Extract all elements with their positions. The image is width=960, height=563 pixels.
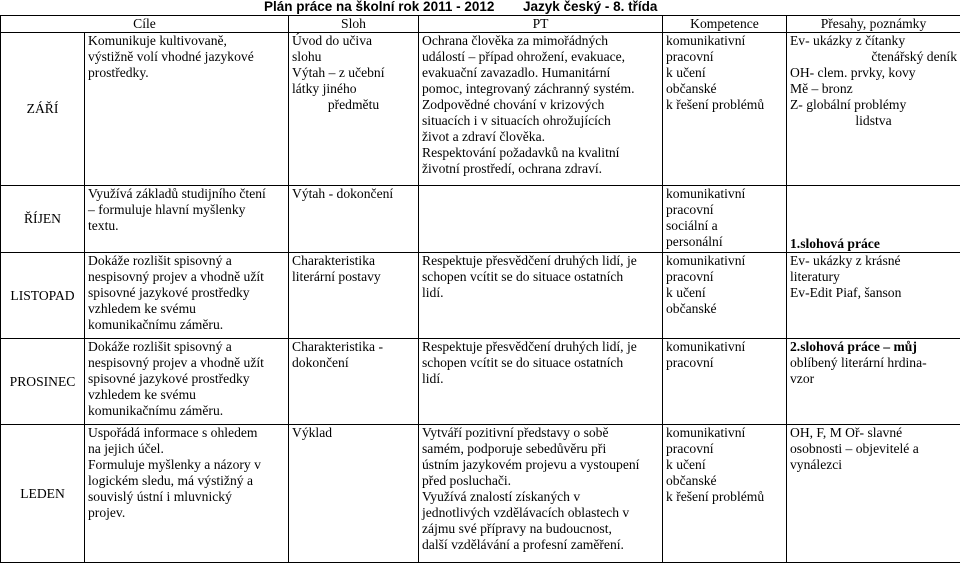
presahy-cell: 2.slohová práce – můj oblíbený literární hrdina- vzor: [787, 339, 960, 425]
kompetence-cell: komunikativní pracovní k učení občanské k řešení problémů: [663, 425, 787, 563]
month-cell: PROSINEC: [1, 339, 85, 425]
col-header-pt: PT: [419, 16, 663, 33]
col-header-kompetence: Kompetence: [663, 16, 787, 33]
document-header: [0, 0, 960, 15]
presahy-cell: 1.slohová práce: [787, 186, 960, 253]
sloh-cell: Výklad: [289, 425, 419, 563]
month-cell: ZÁŘÍ: [1, 33, 85, 186]
pt-cell: Respektuje přesvědčení druhých lidí, je schopen vcítit se do situace ostatních lidí.: [419, 339, 663, 425]
table-row: [1, 186, 960, 253]
pt-cell: Ochrana člověka za mimořádných událostí – případ ohrožení, evakuace, evakuační zavazadlo. Humanitární pomoc, integrovaný záchranný systém. Zodpovědné chování v krizových situacích i v situacích ohrožujících život a zdraví člověka. Respektování požadavků na kvalitní životní prostředí, ochrana zdraví.: [419, 33, 663, 186]
table-row: [1, 425, 960, 563]
sloh-cell: Výtah - dokončení: [289, 186, 419, 253]
cile-cell: Komunikuje kultivovaně, výstižně volí vhodné jazykové prostředky.: [85, 33, 289, 186]
plan-table: [0, 15, 960, 563]
presahy-cell: Ev- ukázky z čítanky čtenářský deník OH- clem. prvky, kovy Mě – bronz Z- globální problémy lidstva: [787, 33, 960, 186]
cile-cell: Dokáže rozlišit spisovný a nespisovný projev a vhodně užít spisovné jazykové prostředky vzhledem ke svému komunikačnímu záměru.: [85, 253, 289, 339]
presahy-cell: OH, F, M Oř- slavné osobnosti – objevitelé a vynálezci: [787, 425, 960, 563]
pt-cell: Vytváří pozitivní představy o sobě samém, podporuje sebedůvěru při ústním jazykovém projevu a vystoupení před posluchači. Využívá znalostí získaných v jednotlivých vzdělávacích oblastech v zájmu své přípravy na budoucnost, další vzdělávání a profesní zaměření.: [419, 425, 663, 563]
kompetence-cell: komunikativní pracovní k učení občanské: [663, 253, 787, 339]
col-header-presahy: Přesahy, poznámky: [787, 16, 960, 33]
kompetence-cell: komunikativní pracovní: [663, 339, 787, 425]
month-cell: ŘÍJEN: [1, 186, 85, 253]
month-cell: LEDEN: [1, 425, 85, 563]
sloh-cell: Charakteristika - dokončení: [289, 339, 419, 425]
column-header-row: [1, 16, 960, 33]
table-row: [1, 33, 960, 186]
pt-cell: Respektuje přesvědčení druhých lidí, je schopen vcítit se do situace ostatních lidí.: [419, 253, 663, 339]
col-header-sloh: Sloh: [289, 16, 419, 33]
presahy-cell: Ev- ukázky z krásné literatury Ev-Edit Piaf, šanson: [787, 253, 960, 339]
table-row: [1, 339, 960, 425]
kompetence-cell: komunikativní pracovní k učení občanské k řešení problémů: [663, 33, 787, 186]
sloh-cell: Charakteristika literární postavy: [289, 253, 419, 339]
cile-cell: Dokáže rozlišit spisovný a nespisovný projev a vhodně užít spisovné jazykové prostředky vzhledem ke svému komunikačnímu záměru.: [85, 339, 289, 425]
cile-cell: Využívá základů studijního čtení – formuluje hlavní myšlenky textu.: [85, 186, 289, 253]
col-header-cile: Cíle: [1, 16, 289, 33]
cile-cell: Uspořádá informace s ohledem na jejich účel. Formuluje myšlenky a názory v logickém sledu, má výstižný a souvislý ústní i mluvnický projev.: [85, 425, 289, 563]
document-subject: Jazyk český - 8. třída: [523, 0, 657, 14]
kompetence-cell: komunikativní pracovní sociální a personální: [663, 186, 787, 253]
table-row: [1, 253, 960, 339]
pt-cell: [419, 186, 663, 253]
sloh-cell: Úvod do učiva slohu Výtah – z učební látky jiného předmětu: [289, 33, 419, 186]
month-cell: LISTOPAD: [1, 253, 85, 339]
document-title: Plán práce na školní rok 2011 - 2012: [264, 0, 494, 14]
